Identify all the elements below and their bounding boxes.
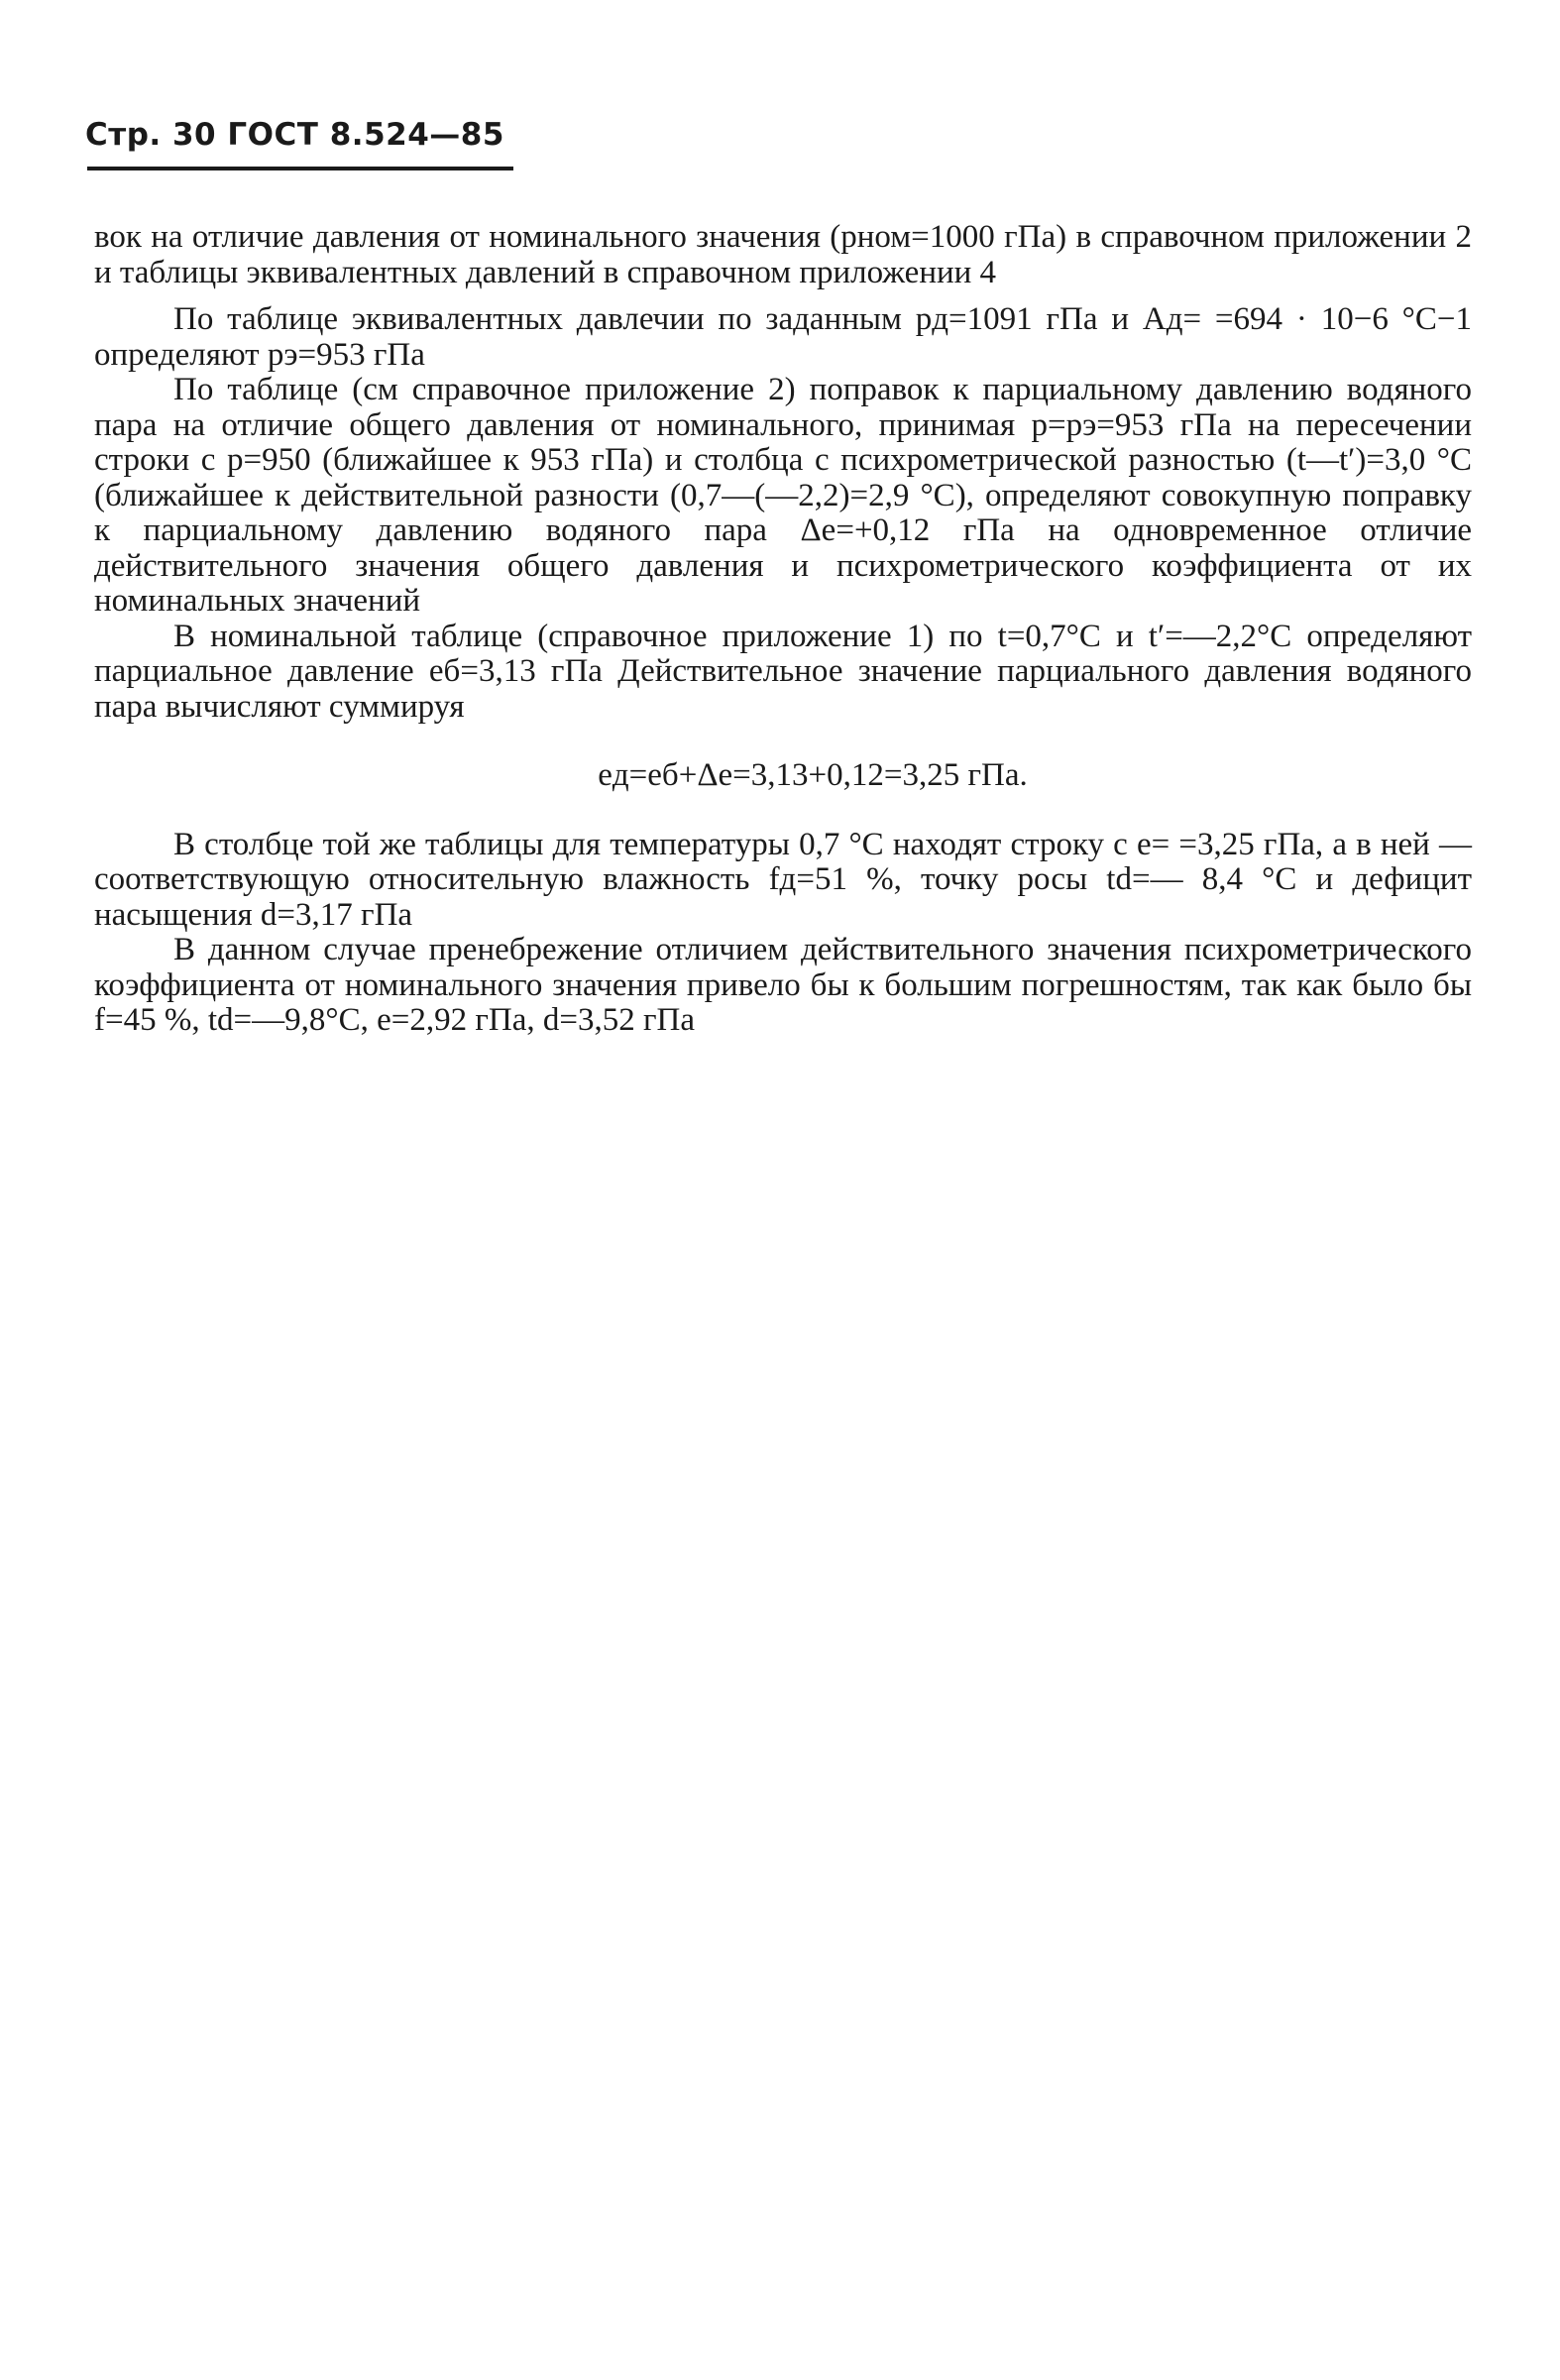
body-text [94,220,1472,1039]
paragraph-humidity-result: В столбце той же таблицы для температуры 0,7 °C находят строку с e= =3,25 гПа, а в ней — соответствующую относительную влажность fд=51 %, точку росы td=— 8,4 °C и дефицит насыщения d=3,17 гПа [94,826,1472,933]
formula-vapor-pressure: eд=eб+Δe=3,13+0,12=3,25 гПа. [598,757,1028,793]
paragraph-nominal-table: В номинальной таблице (справочное приложение 1) по t=0,7°C и t′=—2,2°C определяют парциальное давление eб=3,13 гПа Действительное значение парциального давления водяного пара вычисляют суммируя [94,618,1472,725]
paragraph-equivalent-pressure: По таблице эквивалентных давлечии по заданным pд=1091 гПа и Aд= =694 · 10−6 °C−1 определяют pэ=953 гПа [94,301,1472,373]
header-divider [87,167,513,170]
page-header [85,117,511,153]
paragraph-correction: По таблице (см справочное приложение 2) поправок к парциальному давлению водяного пара на отличие общего давления от номинального, принимая p=pэ=953 гПа на пересечении строки с p=950 (ближайшее к 953 гПа) и столбца с психрометрической разностью (t—t′)=3,0 °C (ближайшее к действительной разности (0,7—(—2,2)=2,9 °C), определяют совокупную поправку к парциальному давлению водяного пара Δe=+0,12 гПа на одновременное отличие действительного значения общего давления и психрометрического коэффициента от их номинальных значений [94,372,1472,619]
paragraph-error-note: В данном случае пренебрежение отличием действительного значения психрометрического коэффициента от номинального значения привело бы к большим погрешностям, так как было бы f=45 %, td=—9,8°C, e=2,92 гПа, d=3,52 гПа [94,932,1472,1038]
page-number: Стр. 30 [85,117,217,153]
standard-designation: ГОСТ 8.524—85 [227,117,504,153]
paragraph-continuation: вок на отличие давления от номинального значения (pном=1000 гПа) в справочном приложении 2 и таблицы эквивалентных давлений в справочном приложении 4 [94,219,1472,290]
